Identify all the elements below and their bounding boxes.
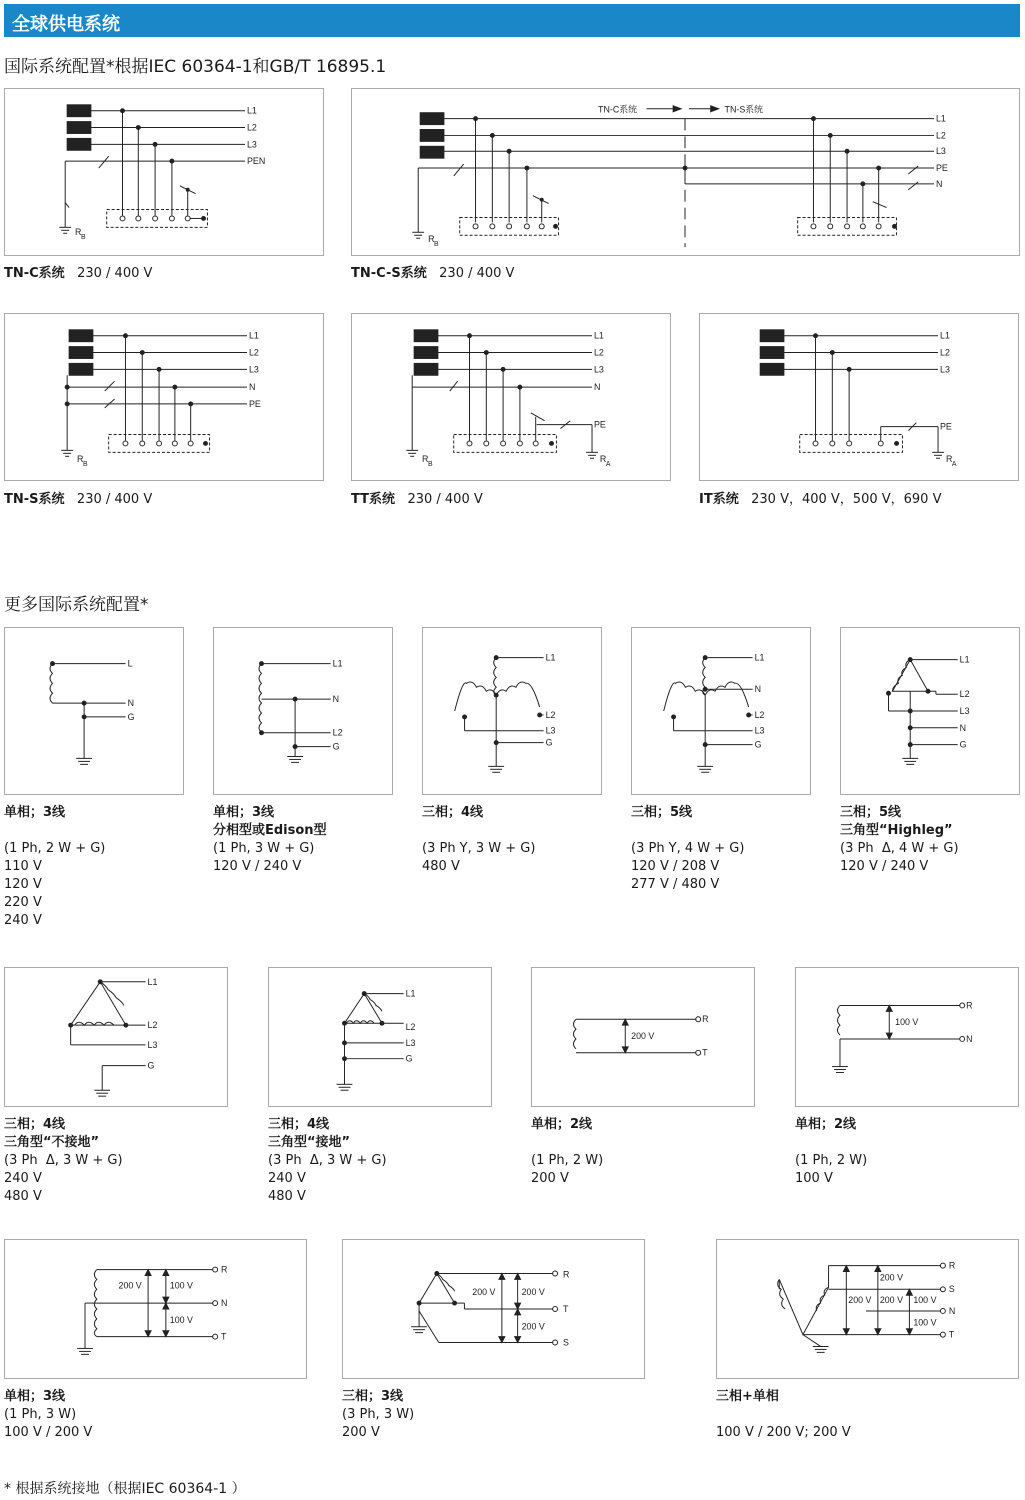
diagram-1ph-3w bbox=[4, 627, 184, 795]
svg-text:R: R bbox=[948, 1260, 956, 1271]
svg-text:L3: L3 bbox=[405, 1037, 416, 1048]
diagram-delta-ungrounded bbox=[4, 967, 228, 1107]
svg-text:100 V: 100 V bbox=[169, 1314, 193, 1325]
svg-text:L3: L3 bbox=[959, 705, 970, 716]
svg-text:100 V: 100 V bbox=[913, 1295, 937, 1306]
caption-tn-s: TN-S系统 230 / 400 V bbox=[4, 492, 153, 507]
svg-text:L2: L2 bbox=[940, 347, 950, 358]
svg-text:A: A bbox=[605, 461, 611, 469]
svg-text:200 V: 200 V bbox=[879, 1295, 903, 1306]
svg-text:N: N bbox=[594, 382, 601, 393]
svg-text:L1: L1 bbox=[545, 652, 556, 663]
svg-text:R: R bbox=[702, 1014, 709, 1025]
diagram-3ph-highleg bbox=[840, 627, 1020, 795]
svg-text:200 V: 200 V bbox=[118, 1280, 142, 1291]
svg-text:L2: L2 bbox=[935, 130, 946, 141]
caption-config-7: 三相；4线 三角型“接地” (3 Ph Δ, 3 W + G) 240 V 480 V bbox=[268, 1117, 387, 1204]
svg-text:T: T bbox=[221, 1331, 227, 1342]
svg-text:200 V: 200 V bbox=[631, 1030, 655, 1041]
svg-text:R: R bbox=[221, 1264, 228, 1275]
svg-text:N: N bbox=[935, 178, 943, 189]
svg-text:R: R bbox=[77, 454, 84, 465]
svg-text:R: R bbox=[428, 234, 435, 245]
svg-text:T: T bbox=[948, 1329, 955, 1340]
diagram-1ph-split bbox=[213, 627, 393, 795]
svg-text:B: B bbox=[428, 461, 433, 469]
svg-text:A: A bbox=[951, 461, 957, 469]
svg-text:200 V: 200 V bbox=[521, 1321, 545, 1332]
caption-it: IT系统 230 V，400 V，500 V，690 V bbox=[699, 492, 942, 507]
svg-text:PE: PE bbox=[935, 163, 948, 174]
diagram-3ph-5w bbox=[631, 627, 811, 795]
caption-tn-c-s: TN-C-S系统 230 / 400 V bbox=[351, 266, 515, 281]
caption-config-2: 单相；3线 分相型或Edison型 (1 Ph, 3 W + G) 120 V / 240 V bbox=[213, 805, 327, 874]
svg-text:L3: L3 bbox=[754, 725, 765, 736]
svg-text:B: B bbox=[81, 234, 86, 242]
svg-text:L2: L2 bbox=[754, 709, 765, 720]
transformer-coil bbox=[67, 105, 91, 117]
caption-config-9: 单相；2线 (1 Ph, 2 W) 100 V bbox=[795, 1117, 868, 1186]
svg-text:R: R bbox=[422, 454, 429, 465]
diagram-3ph-4w bbox=[422, 627, 602, 795]
svg-text:G: G bbox=[127, 711, 135, 722]
svg-text:B: B bbox=[434, 241, 439, 249]
svg-text:L2: L2 bbox=[545, 709, 556, 720]
svg-text:L1: L1 bbox=[935, 113, 946, 124]
svg-text:L3: L3 bbox=[248, 364, 259, 375]
svg-text:L2: L2 bbox=[247, 122, 257, 133]
transformer-coil bbox=[67, 122, 91, 134]
caption-config-11: 三相；3线 (3 Ph, 3 W) 200 V bbox=[342, 1389, 415, 1440]
caption-config-5: 三相；5线 三角型“Highleg” (3 Ph Δ, 4 W + G) 120 V / 240 V bbox=[840, 805, 959, 874]
diagram-1ph-3w-100-200 bbox=[4, 1239, 307, 1379]
page-title: 全球供电系统 bbox=[12, 14, 120, 35]
svg-text:L1: L1 bbox=[147, 976, 158, 987]
svg-text:L1: L1 bbox=[247, 105, 257, 116]
caption-config-8: 单相；2线 (1 Ph, 2 W) 200 V bbox=[531, 1117, 604, 1186]
svg-text:100 V: 100 V bbox=[169, 1280, 193, 1291]
svg-text:100 V: 100 V bbox=[895, 1017, 919, 1028]
svg-text:G: G bbox=[332, 741, 340, 752]
footnote: * 根据系统接地（根据IEC 60364-1 ） bbox=[4, 1481, 246, 1497]
svg-text:N: N bbox=[127, 698, 135, 709]
caption-config-12: 三相+单相 100 V / 200 V; 200 V bbox=[716, 1389, 851, 1440]
svg-text:B: B bbox=[82, 461, 88, 469]
svg-text:200 V: 200 V bbox=[848, 1295, 872, 1306]
svg-text:L3: L3 bbox=[594, 364, 604, 375]
svg-text:G: G bbox=[754, 739, 762, 750]
svg-text:L3: L3 bbox=[940, 364, 950, 375]
svg-text:L1: L1 bbox=[248, 330, 259, 341]
svg-text:N: N bbox=[248, 382, 256, 393]
diagram-3ph-3w-200 bbox=[342, 1239, 645, 1379]
svg-text:L2: L2 bbox=[248, 347, 259, 358]
svg-text:L1: L1 bbox=[594, 330, 604, 341]
section-title-iec: 国际系统配置*根据IEC 60364-1和GB/T 16895.1 bbox=[4, 57, 387, 77]
svg-text:PEN: PEN bbox=[247, 156, 266, 167]
svg-text:L3: L3 bbox=[545, 725, 556, 736]
page-header bbox=[4, 4, 1020, 37]
svg-text:L3: L3 bbox=[935, 146, 946, 157]
svg-text:L1: L1 bbox=[332, 658, 343, 669]
svg-text:L1: L1 bbox=[940, 330, 950, 341]
svg-text:S: S bbox=[562, 1337, 569, 1348]
svg-text:PE: PE bbox=[940, 421, 952, 432]
caption-config-10: 单相；3线 (1 Ph, 3 W) 100 V / 200 V bbox=[4, 1389, 93, 1440]
svg-text:N: N bbox=[332, 694, 340, 705]
svg-text:S: S bbox=[948, 1284, 955, 1295]
diagram-3ph-plus-1ph bbox=[716, 1239, 1019, 1379]
svg-text:R: R bbox=[966, 1000, 973, 1011]
svg-text:T: T bbox=[562, 1303, 569, 1314]
caption-config-4: 三相；5线 (3 Ph Y, 4 W + G) 120 V / 208 V 277 V / 480 V bbox=[631, 805, 745, 892]
caption-tn-c: TN-C系统 230 / 400 V bbox=[4, 266, 153, 281]
svg-text:L1: L1 bbox=[959, 654, 970, 665]
section-title-more: 更多国际系统配置* bbox=[4, 595, 149, 615]
svg-text:R: R bbox=[945, 454, 953, 465]
svg-text:N: N bbox=[966, 1033, 973, 1044]
svg-text:G: G bbox=[959, 739, 967, 750]
svg-text:L2: L2 bbox=[594, 347, 604, 358]
diagram-1ph-2w-200 bbox=[531, 967, 755, 1107]
svg-text:L: L bbox=[127, 658, 133, 669]
svg-text:L3: L3 bbox=[247, 139, 257, 150]
svg-text:PE: PE bbox=[594, 419, 606, 430]
diagram-tt bbox=[351, 313, 671, 481]
diagram-delta-grounded bbox=[268, 967, 492, 1107]
svg-text:100 V: 100 V bbox=[913, 1317, 937, 1328]
svg-text:200 V: 200 V bbox=[472, 1287, 496, 1298]
svg-text:L1: L1 bbox=[405, 988, 416, 999]
svg-text:G: G bbox=[147, 1060, 155, 1071]
svg-text:G: G bbox=[545, 737, 553, 748]
svg-text:PE: PE bbox=[248, 398, 261, 409]
svg-text:L3: L3 bbox=[147, 1039, 158, 1050]
svg-text:TN-S系统: TN-S系统 bbox=[724, 104, 763, 115]
diagram-1ph-2w-100 bbox=[795, 967, 1019, 1107]
svg-text:N: N bbox=[948, 1305, 956, 1316]
caption-config-3: 三相；4线 (3 Ph Y, 3 W + G) 480 V bbox=[422, 805, 536, 874]
diagram-tn-s bbox=[4, 313, 324, 481]
caption-tt: TT系统 230 / 400 V bbox=[351, 492, 483, 507]
svg-text:R: R bbox=[562, 1269, 570, 1280]
svg-text:R: R bbox=[599, 454, 607, 465]
svg-text:T: T bbox=[702, 1047, 708, 1058]
svg-text:N: N bbox=[221, 1298, 228, 1309]
diagram-tn-c bbox=[4, 88, 324, 256]
svg-text:200 V: 200 V bbox=[879, 1272, 903, 1283]
caption-config-1: 单相；3线 (1 Ph, 2 W + G) 110 V 120 V 220 V 240 V bbox=[4, 805, 106, 928]
svg-text:N: N bbox=[959, 722, 967, 733]
svg-text:L2: L2 bbox=[959, 689, 970, 700]
svg-text:N: N bbox=[754, 684, 762, 695]
svg-text:G: G bbox=[405, 1053, 413, 1064]
svg-text:TN-C系统: TN-C系统 bbox=[598, 104, 638, 115]
svg-text:R: R bbox=[75, 227, 82, 238]
diagram-it bbox=[699, 313, 1019, 481]
svg-text:L2: L2 bbox=[147, 1020, 158, 1031]
svg-text:L2: L2 bbox=[405, 1022, 416, 1033]
diagram-tn-c-s bbox=[351, 88, 1020, 256]
svg-text:200 V: 200 V bbox=[521, 1287, 545, 1298]
svg-text:L2: L2 bbox=[332, 727, 343, 738]
transformer-coil bbox=[67, 138, 91, 150]
caption-config-6: 三相；4线 三角型“不接地” (3 Ph Δ, 3 W + G) 240 V 480 V bbox=[4, 1117, 123, 1204]
svg-text:L1: L1 bbox=[754, 652, 765, 663]
